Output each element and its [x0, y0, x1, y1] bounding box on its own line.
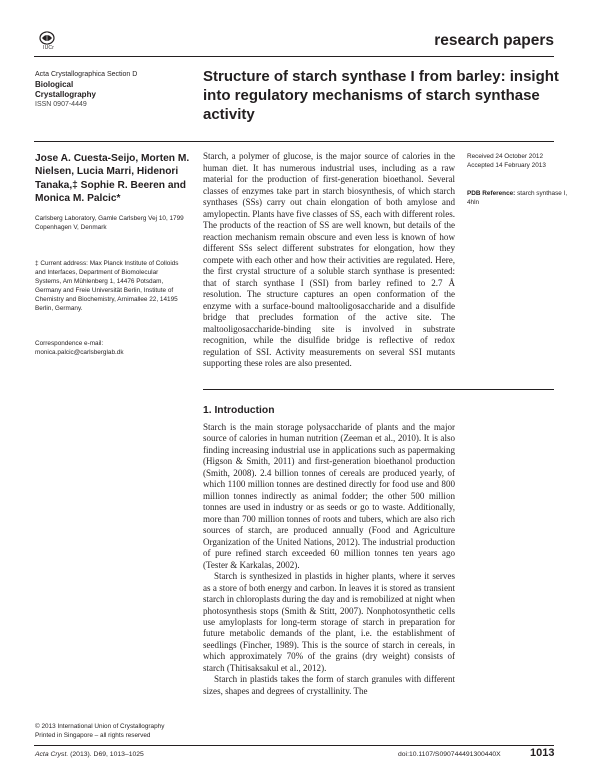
header-rule	[34, 56, 554, 57]
page-number: 1013	[530, 747, 555, 759]
accepted-date: Accepted 14 February 2013	[467, 162, 546, 169]
citation-journal: Acta Cryst.	[35, 751, 69, 758]
citation	[35, 751, 144, 758]
logo-label: IUCr	[43, 45, 55, 51]
doi: doi:10.1107/S090744491300440X	[398, 751, 501, 758]
pdb-value: starch synthase I, 4hln	[467, 190, 568, 206]
journal-name-line1: Biological	[35, 80, 74, 89]
copyright-line: © 2013 International Union of Crystallography	[35, 723, 165, 730]
intro-heading: 1. Introduction	[203, 405, 275, 416]
journal-subtitle: Acta Crystallographica Section D	[35, 71, 138, 78]
title-rule	[34, 141, 554, 142]
section-title: research papers	[434, 32, 554, 49]
article-title: Structure of starch synthase I from barley: insight into regulatory mechanisms of starch synthase activity	[203, 68, 559, 123]
journal-name-line2: Crystallography	[35, 90, 96, 99]
current-address: ‡ Current address: Max Planck Institute of Colloids and Interfaces, Department of Biomolecular Systems, Am Mühlenberg 1, 14476 Potsdam, Germany and Freie Universität Berlin, Institute of Chemistry and Biochemistry, Arnimallee 22, 14195 Berlin, Germany.	[35, 260, 179, 312]
pdb-reference	[467, 189, 577, 207]
intro-paragraph: Starch is synthesized in plastids in higher plants, where it serves as a store of both energy and carbon. In leaves it is stored as transient starch in chloroplasts during the day and is remobilized at night when photosynthesis stops (Smith & Stitt, 2007). Nonphotosynthetic cells use amyloplasts for long-term storage of starch in preparation for future metabolic demands of the plant, i.e. the establishment of seedlings (Fincher, 1989). This is the source of starch in cereals, in which approximately 70% of the grains (dry weight) consists of starch (Thitisaksakul et al., 2012).	[203, 571, 455, 673]
journal-issn: ISSN 0907-4449	[35, 101, 87, 108]
correspondence	[35, 339, 185, 357]
intro-paragraph: Starch in plastids takes the form of starch granules with different sizes, shapes and degrees of crystallinity. The	[203, 674, 455, 696]
received-date: Received 24 October 2012	[467, 153, 544, 160]
intro-paragraph: Starch is the main storage polysaccharide of plants and the major source of calories in human nutrition (Zeeman et al., 2010). It is also finding increasing industrial use in applications such as papermaking (Higson & Smith, 2011) and first-generation bioethanol production (Smith, 2008). 2.4 billion tonnes of cereals are produced yearly, of which 1100 million tonnes are destined directly for food use and 800 million tonnes indirectly as animal fodder; the other 500 million tonnes are used in industry or as seeds or go to waste. Additionally, more than 700 million tonnes of roots and tubers, which are also rich sources of starch, are produced annually (Food and Agriculture Organization of the United Nations, 2012). The industrial production of pure refined starch exceeded 60 million tonnes ten years ago (Tester & Karkalas, 2002).	[203, 422, 455, 570]
journal-info	[35, 70, 185, 110]
footer-rule	[34, 745, 554, 746]
copyright	[35, 722, 195, 740]
article-dates	[467, 152, 577, 170]
affiliation: Carlsberg Laboratory, Gamle Carlsberg Vej 10, 1799 Copenhagen V, Denmark	[35, 215, 184, 231]
abstract-rule	[203, 389, 554, 390]
author-list: Jose A. Cuesta-Seijo, Morten M. Nielsen, Lucia Marri, Hidenori Tanaka,‡ Sophie R. Beeren and Monica M. Palcic*	[35, 153, 190, 205]
correspondence-email[interactable]: monica.palcic@carlsberglab.dk	[35, 349, 124, 356]
copyright-line: Printed in Singapore – all rights reserved	[35, 732, 151, 739]
abstract: Starch, a polymer of glucose, is the major source of calories in the human diet. It has numerous industrial uses, including as a raw material for the production of first-generation bioethanol. Several classes of enzymes take part in starch biosynthesis, of which starch synthases (SSs) carry out chain elongation of both amylose and amylopectin. Plants have five classes of SS, each with different roles. The products of the reaction of SS are well known, but details of the reaction mechanism remain obscure and even less is known of how different SSs select different substrates for elongation, how they compete with each other and how their activities are regulated. Here, the first crystal structure of a soluble starch synthase is presented: that of starch synthase I (SSI) from barley refined to 2.7 Å resolution. The structure captures an open conformation of the enzyme with a surface-bound maltooligosaccharide and a disulfide bridge that precludes formation of the active site. The maltooligosaccharide-binding site is involved in substrate recognition, while the disulfide bridge is reflective of redox regulation of SSI. Activity measurements on several SSI mutants supporting these roles are also presented.	[203, 151, 455, 369]
citation-details: (2013). D69, 1013–1025	[70, 751, 144, 758]
introduction	[203, 422, 455, 697]
pdb-label: PDB Reference:	[467, 190, 516, 197]
correspondence-label: Correspondence e-mail:	[35, 340, 104, 347]
